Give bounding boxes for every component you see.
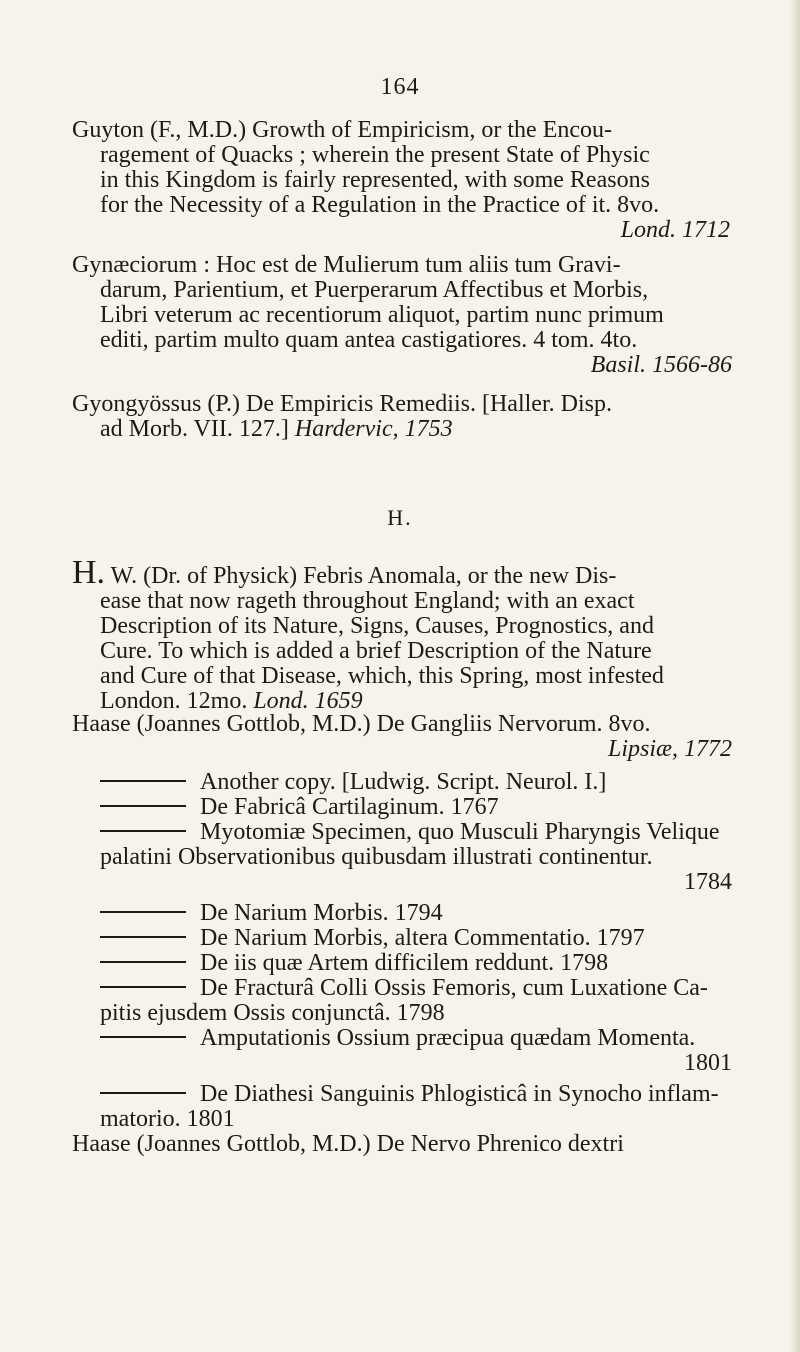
work-line: De Narium Morbis, altera Commentatio. 1797 [72, 926, 732, 951]
entry-line: ease that now rageth throughout England; with an exact [100, 588, 635, 614]
ditto-dash [100, 961, 186, 963]
entry-line: Gynæciorum : Hoc est de Mulierum tum aliis tum Gravi- [72, 252, 621, 278]
entry-line: London. 12mo. Lond. 1659 [100, 688, 363, 714]
work-year: 1798 [560, 950, 609, 976]
work-year: 1801 [186, 1106, 235, 1132]
entry-line: in this Kingdom is fairly represented, with some Reasons [100, 167, 650, 193]
entry-line: Haase (Joannes Gottlob, M.D.) De Nervo Phrenico dextri [72, 1131, 624, 1157]
ditto-dash [100, 805, 186, 807]
work-line-cont: pitis ejusdem Ossis conjunctâ. 1798 [100, 1000, 445, 1026]
entry-imprint: Lond. 1712 [620, 217, 730, 243]
work-year: 1801 [684, 1050, 732, 1076]
work-year: 1794 [394, 900, 443, 926]
entry-gynaeciorum [72, 253, 732, 378]
ditto-dash [100, 936, 186, 938]
work-line: De Diathesi Sanguinis Phlogisticâ in Synocho inflam- [72, 1082, 732, 1107]
entry-note: ad Morb. VII. 127.] [100, 416, 289, 442]
entry-hw [72, 554, 732, 714]
entry-line: Guyton (F., M.D.) Growth of Empiricism, or the Encou- [72, 117, 612, 143]
entry-guyton [72, 118, 730, 243]
work-year: 1797 [596, 925, 645, 951]
entry-imprint: Hardervic, 1753 [294, 416, 453, 442]
work-line: Myotomiæ Specimen, quo Musculi Pharyngis Velique [72, 820, 732, 845]
entry-imprint: Basil. 1566-86 [590, 352, 732, 378]
entry-line [72, 392, 734, 417]
entry-line: ragement of Quacks ; wherein the present State of Physic [100, 142, 650, 168]
work-line: Another copy. [Ludwig. Script. Neurol. I.] [72, 770, 732, 795]
entry-line: Haase (Joannes Gottlob, M.D.) De Gangliis Nervorum. 8vo. [72, 711, 651, 737]
work-year: 1767 [450, 794, 499, 820]
ditto-dash [100, 1092, 186, 1094]
entry-title: Gyongyössus (P.) De Empiricis Remediis. [72, 391, 476, 417]
page-edge [790, 0, 800, 1352]
work-line-cont: matorio. 1801 [100, 1106, 235, 1132]
entry-imprint: Lipsiæ, 1772 [607, 736, 732, 762]
work-line: De iis quæ Artem difficilem reddunt. 1798 [72, 951, 732, 976]
entry-line: Libri veterum ac recentiorum aliquot, partim nunc primum [100, 302, 664, 328]
entry-line: editi, partim multo quam antea castigatiores. 4 tom. 4to. [100, 327, 638, 353]
work-line: De Fracturâ Colli Ossis Femoris, cum Luxatione Ca- [72, 976, 732, 1001]
work-year: 1784 [684, 869, 732, 895]
entry-line: Cure. To which is added a brief Description of the Nature [100, 638, 652, 664]
ditto-dash [100, 1036, 186, 1038]
page-number: 164 [380, 74, 420, 100]
entry-gyongyossus [72, 392, 734, 442]
work-line: De Fabricâ Cartilaginum. 1767 [72, 795, 732, 820]
entry-line: H. W. (Dr. of Physick) Febris Anomala, or the new Dis- [72, 554, 617, 591]
ditto-dash [100, 830, 186, 832]
ditto-dash [100, 780, 186, 782]
section-heading-h: H. [387, 505, 413, 530]
work-year: 1798 [396, 1000, 445, 1026]
entry-haase [72, 712, 732, 1157]
ditto-dash [100, 986, 186, 988]
work-line: De Narium Morbis. 1794 [72, 901, 732, 926]
entry-line [72, 417, 734, 442]
entry-note: [Haller. Disp. [481, 391, 612, 417]
entry-initial: H. [72, 554, 106, 591]
entry-imprint: Lond. 1659 [253, 688, 363, 714]
entry-line: for the Necessity of a Regulation in the Practice of it. 8vo. [100, 192, 660, 218]
ditto-dash [100, 911, 186, 913]
entry-line: and Cure of that Disease, which, this Spring, most infested [100, 663, 664, 689]
work-line-cont: palatini Observationibus quibusdam illustrati continentur. [100, 844, 653, 870]
entry-line: Description of its Nature, Signs, Causes, Prognostics, and [100, 613, 654, 639]
entry-line: darum, Parientium, et Puerperarum Affectibus et Morbis, [100, 277, 649, 303]
work-line: Amputationis Ossium præcipua quædam Momenta. [72, 1026, 732, 1051]
